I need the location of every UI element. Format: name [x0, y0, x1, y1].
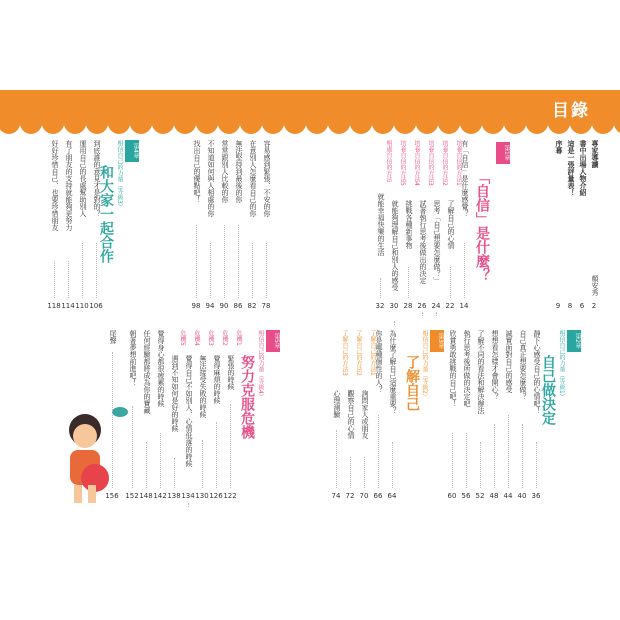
ch4-leader	[68, 261, 69, 298]
chapter-1-badge: 第1章	[496, 142, 510, 164]
ch1-leader	[422, 312, 423, 316]
ch1-item-text: 了解自己的心情	[447, 200, 455, 249]
ch4-page-number: 78	[261, 302, 271, 310]
ch1-leader	[436, 312, 437, 316]
ch2-item-text: 誠實面對自己的感受	[505, 330, 513, 393]
ch4-item-text: 到底誰的意見才是對的？	[93, 140, 101, 217]
ch4-leader	[266, 243, 267, 298]
ch5-leader	[160, 433, 161, 488]
ch5-page-number: 138	[167, 492, 181, 500]
ch1-page-number: 22	[445, 302, 455, 310]
ch5-page-number: 126	[209, 492, 223, 500]
ch5-item-text: 遇到不知如何是好的時候	[171, 355, 179, 432]
ch3-leader	[378, 415, 379, 488]
ch4-leader	[196, 225, 197, 298]
scallop-segment	[130, 118, 152, 134]
scallop-segment	[0, 118, 20, 134]
scallop-segment	[438, 118, 460, 134]
ch1-leader	[394, 321, 395, 325]
ch2-leader	[452, 433, 453, 488]
ch1-tag: 相處自信的方法	[385, 140, 392, 182]
scallop-segment	[284, 118, 306, 134]
scallop-segment	[196, 118, 218, 134]
ch4-item-text: 常常跟別人比較的你	[221, 140, 229, 203]
ch3-item-text: 心理測驗	[333, 390, 341, 418]
ch1-item-text: 就能夠理解自己和別人的感受	[391, 200, 399, 291]
ch3-page-number: 74	[331, 492, 341, 500]
ch2-item-text: 了解不同的看法和解決辦法	[477, 330, 485, 414]
scallop-segment	[240, 118, 262, 134]
ch2-leader	[494, 424, 495, 488]
scallop-segment	[174, 118, 196, 134]
ch5-item-text: 朝著夢想前進吧！	[129, 330, 137, 386]
ch3-page-number: 72	[345, 492, 355, 500]
ch2-page-number: 40	[517, 492, 527, 500]
front-item-author: 顏安秀	[591, 275, 599, 296]
scallop-segment	[460, 118, 482, 134]
front-page-number: 6	[579, 302, 585, 310]
ch5-tag: 危機4	[193, 330, 200, 346]
ch2-item-text: 靜下心感受自己的心情吧！	[533, 330, 541, 414]
ch5-page-number: 134	[181, 492, 195, 500]
ch5-leader	[112, 352, 113, 488]
ch4-page-number: 106	[89, 302, 103, 310]
front-item-label: 序幕	[555, 140, 563, 154]
ch3-leader	[392, 442, 393, 488]
ch2-item-text: 想想看怎樣才會開心？	[491, 330, 499, 400]
ch1-leader	[464, 243, 465, 298]
ch2-leader	[508, 415, 509, 488]
ch3-item-text: 為什麼了解自己這麼重要？	[389, 330, 397, 414]
scallop-segment	[416, 118, 438, 134]
ch5-page-number: 122	[223, 492, 237, 500]
ch1-tag: 培養自信的方法1	[455, 140, 462, 186]
ch5-item-text: 任何經驗都將成為你的寶藏	[143, 330, 151, 414]
chapter-1-title: 「自信」是什麼？	[474, 170, 490, 282]
scallop-segment	[306, 118, 328, 134]
scallop-segment	[86, 118, 108, 134]
ch4-item-text: 有了朋友的支持就能夠更努力	[65, 140, 73, 231]
chapter-4-badge: 第4章	[125, 140, 139, 162]
ch5-tag: 危機1	[235, 330, 242, 346]
ch2-item-text: 自己真正想要怎麼做？	[519, 330, 527, 400]
front-item-label: 這是一張評量表！	[567, 140, 575, 196]
ch3-tag: 了解自己的方法2	[355, 330, 362, 376]
ch5-item-text: 覺得自己不如別人、心情低落的時候	[185, 355, 193, 467]
ch4-item-text: 找出自己的優點吧！	[193, 140, 201, 203]
chapter-5-title: 努力克服危機	[239, 355, 255, 439]
ch1-tag: 培養自信的方法3	[427, 140, 434, 186]
scallop-segment	[482, 118, 504, 134]
ch4-item-text: 無法堅持到最後的你	[235, 140, 243, 203]
ch2-page-number: 60	[447, 492, 457, 500]
ch5-leader	[230, 404, 231, 488]
ch2-page-number: 56	[461, 492, 471, 500]
chapter-5-subtitle: 相信自己的力量（等級4）	[257, 330, 264, 400]
ch5-item-text: 覺得身心都很疲累的時候	[157, 330, 165, 407]
ch4-page-number: 98	[191, 302, 201, 310]
ch4-page-number: 82	[247, 302, 257, 310]
ch5-leader	[202, 440, 203, 488]
ch3-leader	[364, 457, 365, 488]
ch4-page-number: 90	[219, 302, 229, 310]
ch2-leader	[480, 442, 481, 488]
scallop-segment	[108, 118, 130, 134]
scallop-segment	[394, 118, 416, 134]
ch3-item-text: 詢問家人或朋友	[361, 390, 369, 439]
ch4-page-number: 110	[75, 302, 89, 310]
ch3-leader	[350, 457, 351, 488]
ch3-item-text: 你是哪種個性的人？	[375, 330, 383, 393]
ch5-item-text: 覺得麻煩的時候	[213, 355, 221, 404]
ch1-page-number: 30	[389, 302, 399, 310]
ch4-page-number: 86	[233, 302, 243, 310]
scallop-segment	[592, 118, 614, 134]
ch4-leader	[224, 225, 225, 298]
ch1-tag: 培養自信的方法2	[441, 140, 448, 186]
ch5-leader	[188, 503, 189, 507]
scallop-segment	[526, 118, 548, 134]
ch2-leader	[522, 424, 523, 488]
ch1-item-text: 挑戰各種新事物	[405, 200, 413, 249]
scallop-segment	[152, 118, 174, 134]
ch4-leader	[238, 225, 239, 298]
page-title: 目錄	[552, 101, 590, 121]
ch5-leader	[132, 406, 133, 488]
chapter-2-title: 自己做決定	[540, 355, 556, 425]
scallop-segment	[328, 118, 350, 134]
scallop-segment	[218, 118, 240, 134]
ch5-leader	[174, 458, 175, 488]
ch1-page-number: 24	[431, 302, 441, 310]
ch2-page-number: 52	[475, 492, 485, 500]
ch3-page-number: 64	[387, 492, 397, 500]
ch2-leader	[466, 433, 467, 488]
ch4-item-text: 不知道如何與人相處的你	[207, 140, 215, 217]
ch1-page-number: 32	[375, 302, 385, 310]
ch2-page-number: 44	[503, 492, 513, 500]
scallop-segment	[504, 118, 526, 134]
ch1-item-text: 試著執行思考後做出的決定	[419, 200, 427, 284]
ch4-page-number: 118	[47, 302, 61, 310]
chapter-3-subtitle: 相信自己的力量（等級2）	[421, 330, 428, 400]
ch5-page-number: 130	[195, 492, 209, 500]
front-page-number: 9	[555, 302, 561, 310]
ch2-leader	[536, 442, 537, 488]
ch1-tag: 培養自信的方法4	[413, 140, 420, 186]
ch1-leader	[408, 267, 409, 298]
ch2-page-number: 48	[489, 492, 499, 500]
ch5-item-text: 尾聲	[109, 330, 117, 344]
scallop-segment	[42, 118, 64, 134]
ch3-page-number: 66	[373, 492, 383, 500]
ch2-item-text: 欣賞勇敢挑戰的自己吧！	[449, 330, 457, 407]
ch2-item-text: 執行思考後所做的決定吧	[463, 330, 471, 407]
ch5-tag: 危機3	[207, 330, 214, 346]
ch5-tag: 危機5	[179, 330, 186, 346]
chapter-4-subtitle: 相信自己的力量（等級3）	[116, 140, 123, 210]
chapter-4-title: 和大家一起合作	[98, 165, 114, 263]
ch4-leader	[96, 243, 97, 298]
ch4-item-text: 運用自己的長處幫助別人	[79, 140, 87, 217]
ch4-page-number: 94	[205, 302, 215, 310]
front-item-label: 書中出場人物介紹	[579, 140, 587, 196]
ch5-item-text: 無法接受失敗的時候	[199, 355, 207, 418]
ch4-leader	[210, 243, 211, 298]
ch1-page-number: 26	[417, 302, 427, 310]
ch1-item-text: 就能幸福快樂的生活	[377, 193, 385, 256]
front-page-number: 8	[567, 302, 573, 310]
ch4-item-text: 在意別人怎麼看自己的你	[249, 140, 257, 217]
ch5-page-number: 148	[139, 492, 153, 500]
ch1-page-number: 28	[403, 302, 413, 310]
front-page-number: 2	[591, 302, 597, 310]
ch4-item-text: 容易感到緊張、不安的你	[263, 140, 271, 217]
chapter-3-title: 了解自己	[404, 355, 420, 411]
ch1-leader	[450, 267, 451, 298]
ch1-item-text: 有「自信」是什麼感覺？	[461, 140, 469, 217]
chapter-2-subtitle: 相信自己的力量（等級1）	[558, 330, 565, 400]
scallop-segment	[372, 118, 394, 134]
ch4-page-number: 114	[61, 302, 75, 310]
scallop-segment	[64, 118, 86, 134]
banner-scallop	[0, 118, 620, 134]
ch5-leader	[146, 442, 147, 488]
ch4-leader	[54, 261, 55, 298]
ch5-page-number: 156	[105, 492, 119, 500]
ch1-page-number: 14	[459, 302, 469, 310]
scallop-segment	[262, 118, 284, 134]
scallop-segment	[20, 118, 42, 134]
ch1-tag: 培養自信的方法5	[399, 140, 406, 186]
ch4-item-text: 好好珍惜自己、也要珍惜朋友	[51, 140, 59, 231]
chapter-2-badge: 第2章	[567, 330, 581, 352]
front-item-label: 專家導讀	[591, 140, 599, 168]
ch5-page-number: 142	[153, 492, 167, 500]
ch5-item-text: 緊張的時候	[227, 355, 235, 390]
scallop-segment	[350, 118, 372, 134]
ch3-item-text: 觀察自己的心情	[347, 390, 355, 439]
ch1-item-text: 思考「自己想要怎麼做？」	[433, 200, 441, 284]
ch5-leader	[216, 422, 217, 488]
ch1-leader	[380, 278, 381, 298]
scallop-segment	[614, 118, 620, 134]
ch3-tag: 了解自己的方法3	[341, 330, 348, 376]
chapter-3-badge: 第3章	[430, 330, 444, 352]
ch5-page-number: 152	[125, 492, 139, 500]
ch4-leader	[82, 243, 83, 298]
ch5-tag: 危機2	[221, 330, 228, 346]
chapter-5-badge: 第5章	[266, 330, 280, 352]
ch4-leader	[252, 243, 253, 298]
ch2-page-number: 36	[531, 492, 541, 500]
ch3-page-number: 70	[359, 492, 369, 500]
ch3-tag: 了解自己的方法1	[369, 330, 376, 376]
ch3-leader	[336, 430, 337, 488]
